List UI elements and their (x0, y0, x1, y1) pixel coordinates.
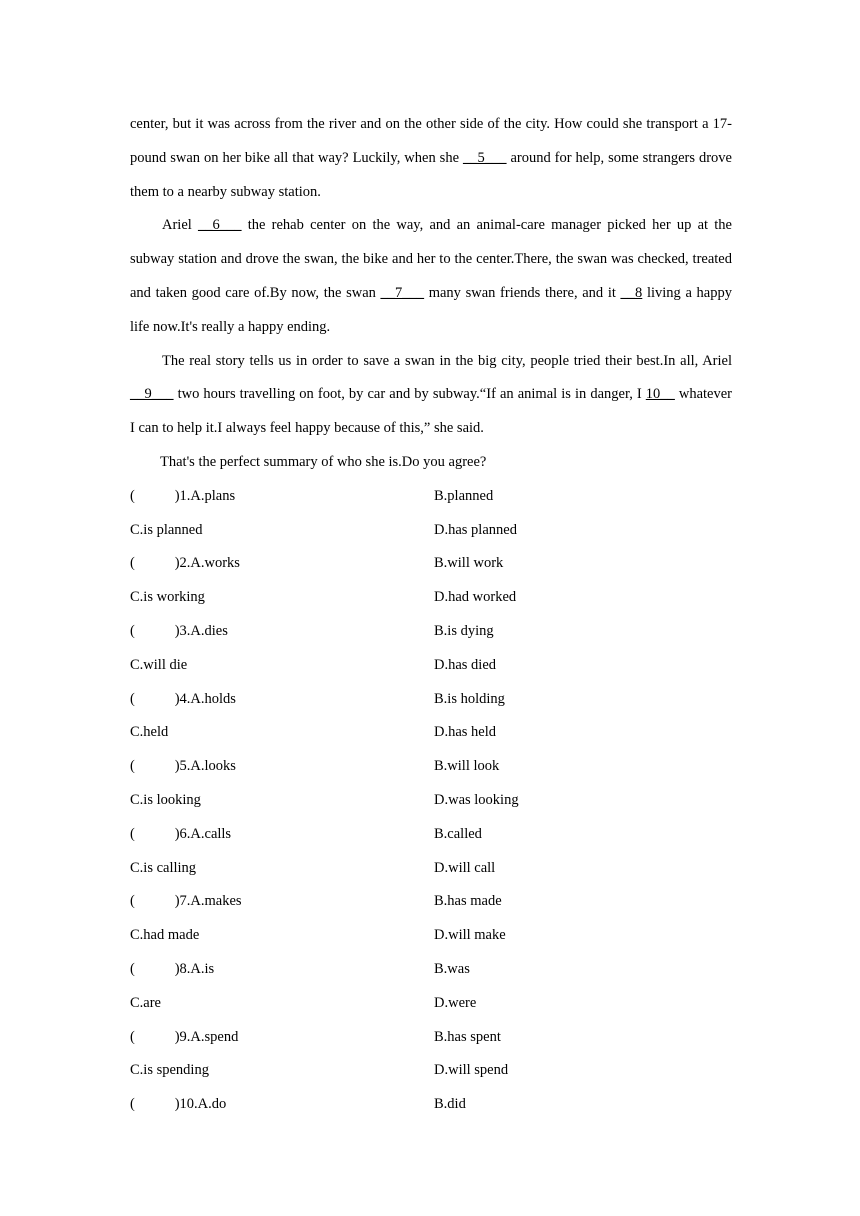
blank-5: __5___ (462, 149, 507, 166)
option-left: C.held (130, 724, 169, 741)
option-left: C.had made (130, 927, 200, 944)
blank-8: __8 (620, 284, 643, 301)
option-right: D.has planned (434, 521, 517, 538)
paragraph-4: That's the perfect summary of who she is.Do you agree? (160, 453, 487, 470)
option-row (130, 1021, 732, 1055)
option-left: C.is spending (130, 1062, 209, 1079)
option-right: B.is dying (434, 622, 494, 639)
option-right: D.will spend (434, 1062, 509, 1079)
option-row (130, 649, 732, 683)
option-left: ( )8.A.is (130, 960, 215, 977)
answer-options (130, 480, 732, 1122)
option-row (130, 1088, 732, 1122)
option-row (130, 987, 732, 1021)
paragraph-text: the rehab center on the way, and an animal-care manager picked her up at the subway station and drove the swan, the bike and her to the center.There, the swan was checked, treated and taken good care of.By now, the swan (130, 217, 732, 301)
paragraph-text: around for help, some strangers drove them to a nearby subway station. (130, 149, 732, 200)
passage (130, 108, 732, 480)
option-left: ( )7.A.makes (130, 893, 242, 910)
paragraph-text: many swan friends there, and it (424, 284, 621, 301)
option-right: D.had worked (434, 589, 517, 606)
option-left: ( )3.A.dies (130, 622, 228, 639)
option-left: ( )4.A.holds (130, 690, 236, 707)
option-left: C.is working (130, 589, 205, 606)
option-right: B.has made (434, 893, 502, 910)
option-right: B.has spent (434, 1028, 501, 1045)
option-left: ( )5.A.looks (130, 758, 236, 775)
option-row (130, 784, 732, 818)
option-right: B.is holding (434, 690, 505, 707)
paragraph-1 (130, 108, 732, 209)
option-left: ( )9.A.spend (130, 1028, 239, 1045)
blank-6: __6___ (198, 217, 242, 234)
paragraph-text: Ariel (162, 217, 199, 234)
option-row (130, 615, 732, 649)
paragraph-text: whatever I can to help it.I always feel happy because of this,” she said. (130, 386, 732, 437)
option-right: D.will make (434, 927, 506, 944)
option-row (130, 852, 732, 886)
blank-9: __9___ (130, 386, 174, 403)
option-right: D.has died (434, 656, 497, 673)
option-left: C.are (130, 994, 161, 1011)
option-row (130, 547, 732, 581)
blank-10: 10__ (645, 386, 675, 403)
paragraph-text: center, but it was across from the river and on the other side of the city. How could she transport a 17-pound swan on her bike all that way? Luckily, when she (130, 116, 732, 166)
option-row (130, 716, 732, 750)
option-right: B.will work (434, 555, 504, 572)
option-row (130, 750, 732, 784)
option-row (130, 1054, 732, 1088)
paragraph-text: The real story tells us in order to save a swan in the big city, people tried their best.In all, Ariel (162, 352, 732, 369)
document-page (130, 108, 732, 1122)
option-left: ( )10.A.do (130, 1096, 227, 1113)
option-left: C.is looking (130, 791, 201, 808)
option-right: B.planned (434, 487, 494, 504)
option-left: C.will die (130, 656, 188, 673)
option-left: C.is calling (130, 859, 197, 876)
paragraph-text: two hours travelling on foot, by car and by subway.“If an animal is in danger, I (173, 386, 646, 403)
option-left: C.is planned (130, 521, 203, 538)
option-right: B.was (434, 960, 470, 977)
option-row (130, 953, 732, 987)
option-row (130, 683, 732, 717)
blank-7: __7___ (380, 284, 425, 301)
option-right: D.were (434, 994, 477, 1011)
option-right: B.did (434, 1096, 466, 1113)
option-left: ( )2.A.works (130, 555, 240, 572)
option-row (130, 818, 732, 852)
paragraph-2 (130, 209, 732, 344)
option-row (130, 919, 732, 953)
option-row (130, 885, 732, 919)
paragraph-3 (130, 345, 732, 446)
option-left: ( )1.A.plans (130, 487, 236, 504)
option-right: B.called (434, 825, 482, 842)
option-right: B.will look (434, 758, 500, 775)
option-right: D.will call (434, 859, 496, 876)
option-right: D.was looking (434, 791, 519, 808)
option-row (130, 480, 732, 514)
option-row (130, 514, 732, 548)
option-left: ( )6.A.calls (130, 825, 232, 842)
paragraph-text: living a happy life now.It's really a happy ending. (130, 284, 732, 335)
option-row (130, 581, 732, 615)
option-right: D.has held (434, 724, 497, 741)
